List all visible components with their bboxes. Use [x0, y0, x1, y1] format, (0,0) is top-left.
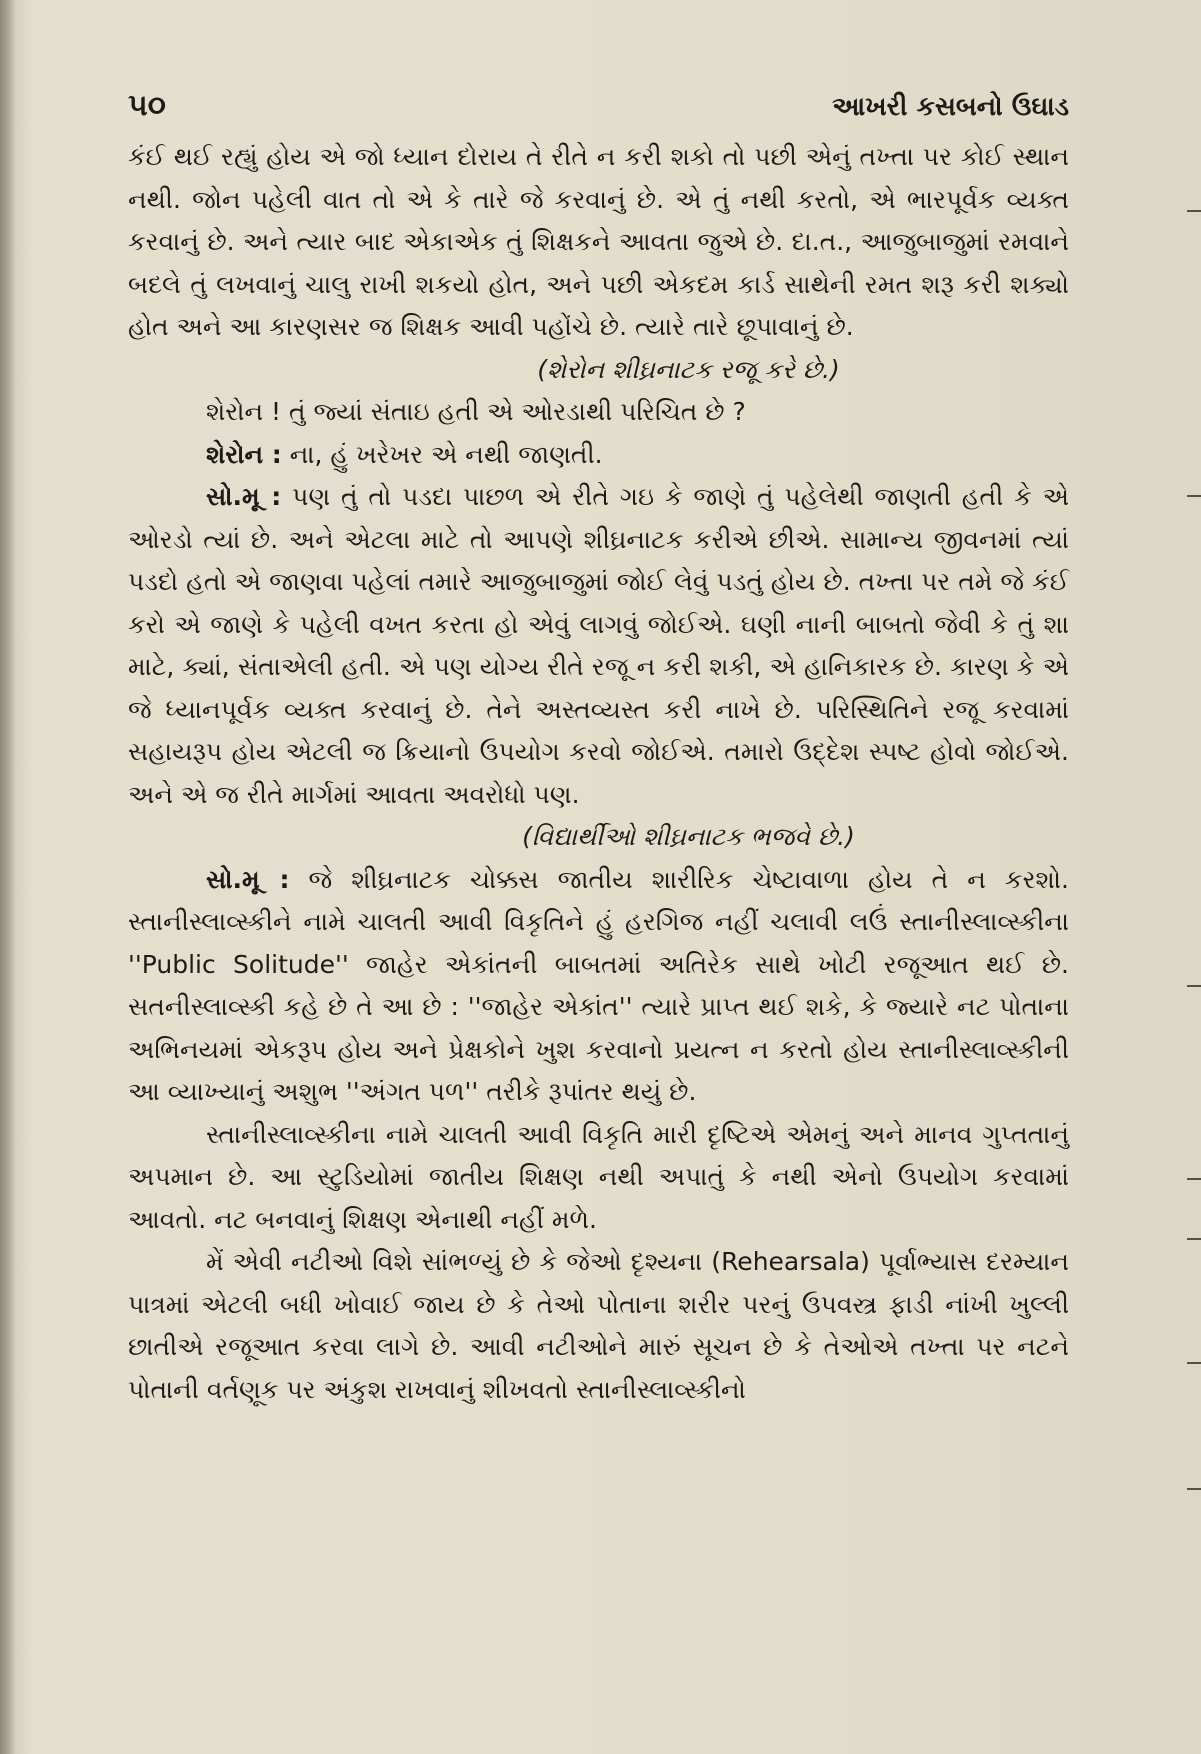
dialogue-line	[128, 476, 1069, 816]
dialogue-text: પણ તું તો પડદા પાછળ એ રીતે ગઇ કે જાણે તું પહેલેથી જાણતી હતી કે એ ઓરડો ત્યાં છે. અને એટલા માટે તો આપણે શીઘ્રનાટક કરીએ છીએ. સામાન્ય જીવનમાં ત્યાં પડદો હતો એ જાણવા પહેલાં તમારે આજુબાજુમાં જોઈ લેવું પડતું હોય છે. તખ્તા પર તમે જે કંઈ કરો એ જાણે કે પહેલી વખત કરતા હો એવું લાગવું જોઈએ. ઘણી નાની બાબતો જેવી કે તું શા માટે, ક્યાં, સંતાએલી હતી. એ પણ યોગ્ય રીતે રજૂ ન કરી શકી, એ હાનિકારક છે. કારણ કે એ જે ધ્યાનપૂર્વક વ્યક્ત કરવાનું છે. તેને અસ્તવ્યસ્ત કરી નાખે છે. પરિસ્થિતિને રજૂ કરવામાં સહાયરૂપ હોય એટલી જ ક્રિયાનો ઉપયોગ કરવો જોઈએ. તમારો ઉદ્દેશ સ્પષ્ટ હોવો જોઈએ. અને એ જ રીતે માર્ગમાં આવતા અવરોધો પણ.	[128, 482, 1069, 809]
page-header	[128, 88, 1069, 134]
speaker-name: સો.મૂ :	[206, 482, 282, 511]
margin-mark	[1187, 985, 1201, 987]
speaker-name: સો.મૂ :	[206, 864, 290, 894]
margin-mark	[1187, 495, 1201, 497]
margin-mark	[1187, 210, 1201, 212]
margin-mark	[1187, 1238, 1201, 1240]
stage-direction: (વિદ્યાર્થીઓ શીઘ્રનાટક ભજવે છે.)	[522, 822, 855, 851]
margin-mark	[1187, 1488, 1201, 1490]
stage-direction: (શેરોન શીઘ્રનાટક રજૂ કરે છે.)	[537, 354, 840, 384]
dialogue-line	[128, 434, 1069, 477]
page-number: ૫૦	[128, 88, 166, 123]
body-text	[128, 136, 1069, 1411]
dialogue-line	[128, 859, 1069, 1114]
paragraph: કંઈ થઈ રહ્યું હોય એ જો ધ્યાન દોરાય તે રીતે ન કરી શકો તો પછી એનું તખ્તા પર કોઈ સ્થાન નથી. જોન પહેલી વાત તો એ કે તારે જે કરવાનું છે. એ તું નથી કરતો, એ ભારપૂર્વક વ્યક્ત કરવાનું છે. અને ત્યાર બાદ એકાએક તું શિક્ષકને આવતા જુએ છે. દા.ત., આજુબાજુમાં રમવાને બદલે તું લખવાનું ચાલુ રાખી શકયો હોત, અને પછી એકદમ કાર્ડ સાથેની રમત શરૂ કરી શક્યો હોત અને આ કારણસર જ શિક્ષક આવી પહોંચે છે. ત્યારે તારે છૂપાવાનું છે.	[128, 142, 1069, 341]
running-head: આખરી કસબનો ઉઘાડ	[832, 92, 1069, 122]
speaker-name: શેરોન :	[206, 439, 282, 469]
margin-mark	[1187, 1178, 1201, 1180]
dialogue-text: જે શીઘ્રનાટક ચોક્કસ જાતીય શારીરિક ચેષ્ટાવાળા હોય તે ન કરશો. સ્તાનીસ્લાવ્સ્કીને નામે ચાલતી આવી વિકૃતિને હું હરગિજ નહીં ચલાવી લઉં સ્તાનીસ્લાવ્સ્કીના ''Public Solitude'' જાહેર એકાંતની બાબતમાં અતિરેક સાથે ખોટી રજૂઆત થઈ છે. સતનીસ્લાવ્સ્કી કહે છે તે આ છે : ''જાહેર એકાંત'' ત્યારે પ્રાપ્ત થઈ શકે, કે જ્યારે નટ પોતાના અભિનયમાં એકરૂપ હોય અને પ્રેક્ષકોને ખુશ કરવાનો પ્રયત્ન ન કરતો હોય સ્તાનીસ્લાવ્સ્કીની આ વ્યાખ્યાનું અશુભ ''અંગત પળ'' તરીકે રૂપાંતર થયું છે.	[128, 864, 1070, 1106]
paragraph: શેરોન ! તું જ્યાં સંતાઇ હતી એ ઓરડાથી પરિચિત છે ?	[206, 397, 746, 426]
margin-mark	[1187, 1362, 1201, 1364]
dialogue-text: ના, હું ખરેખર એ નથી જાણતી.	[281, 439, 603, 469]
paragraph: સ્તાનીસ્લાવ્સ્કીના નામે ચાલતી આવી વિકૃતિ મારી દૃષ્ટિએ એમનું અને માનવ ગુપ્તતાનું અપમાન છે. આ સ્ટુડિયોમાં જાતીય શિક્ષણ નથી અપાતું કે નથી એનો ઉપયોગ કરવામાં આવતો. નટ બનવાનું શિક્ષણ એનાથી નહીં મળે.	[128, 1119, 1069, 1234]
paragraph: મેં એવી નટીઓ વિશે સાંભળ્યું છે કે જેઓ દૃશ્યના (Rehearsala) પૂર્વાભ્યાસ દરમ્યાન પાત્રમાં એટલી બધી ખોવાઈ જાય છે કે તેઓ પોતાના શરીર પરનું ઉપવસ્ત્ર ફાડી નાંખી ખુલ્લી છાતીએ રજૂઆત કરવા લાગે છે. આવી નટીઓને મારું સૂચન છે કે તેઓએ તખ્તા પર નટને પોતાની વર્તણૂક પર અંકુશ રાખવાનું શીખવતો સ્તાનીસ્લાવ્સ્કીનો	[128, 1247, 1069, 1404]
